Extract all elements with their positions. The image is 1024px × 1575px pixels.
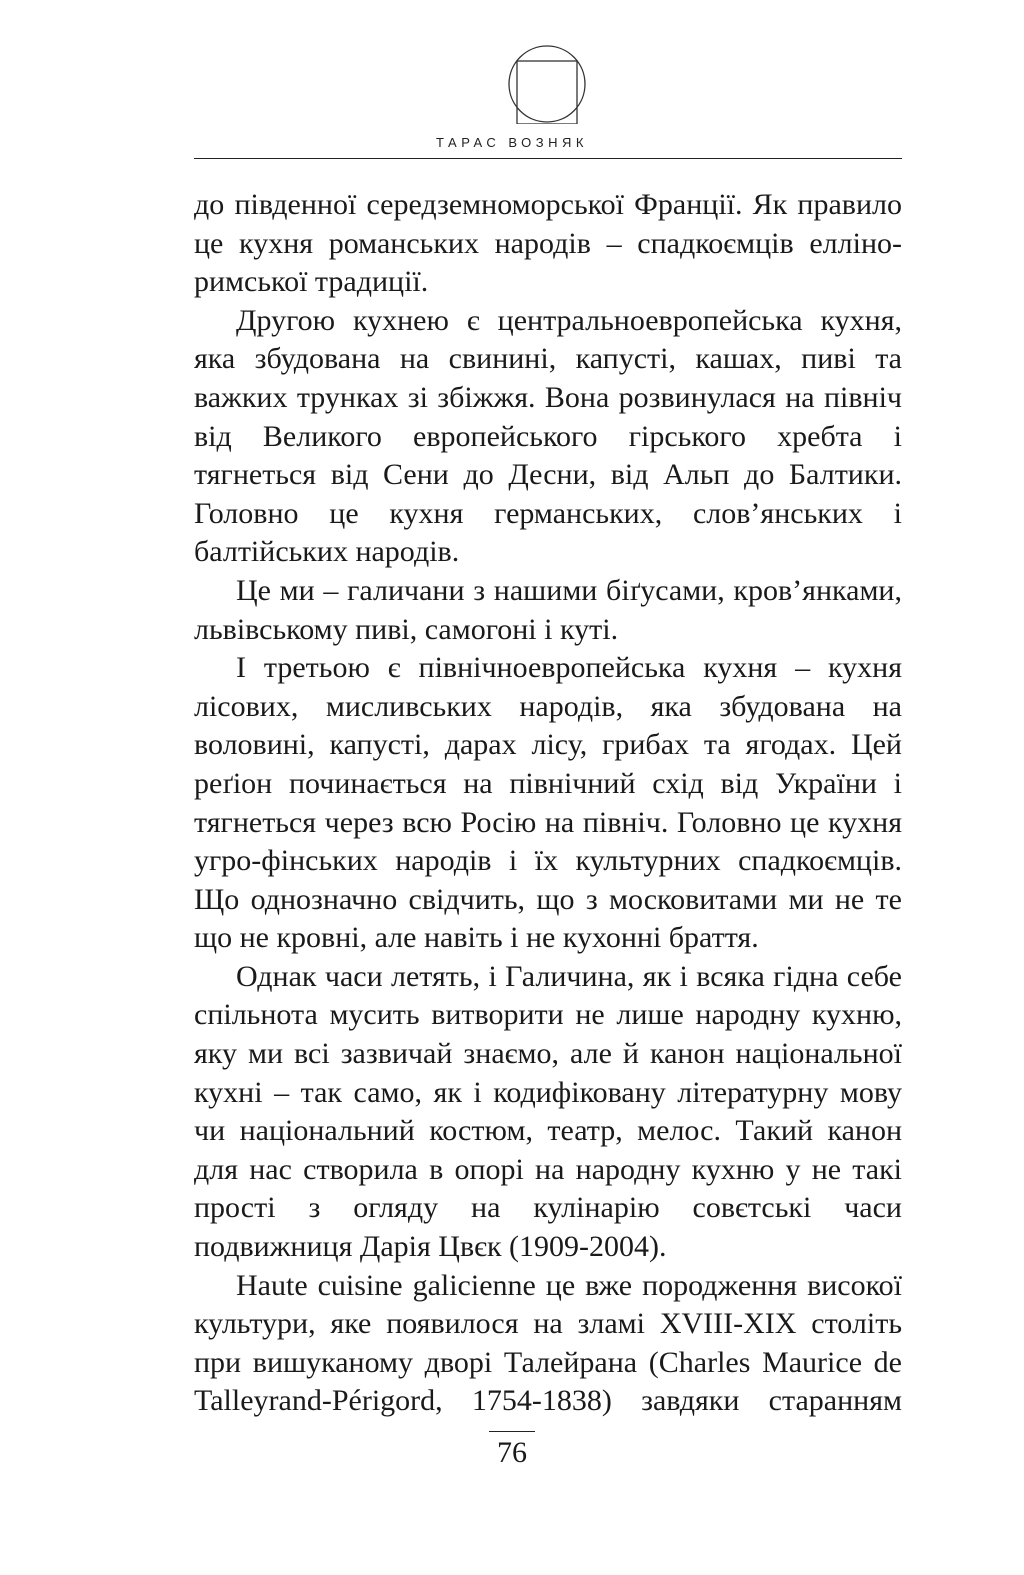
paragraph: до південної середземноморської Франції. Як правило це кухня романських народів – спадкоємців елліно-римської традиції.	[194, 188, 902, 299]
paragraph: І третьою є північноевропейська кухня – кухня лісових, мисливських народів, яка збудована на воловині, капусті, дарах лісу, грибах та ягодах. Цей реґіон починається на північний схід від України і тягнеться через всю Росію на північ. Головно це кухня угро-фінських народів і їх культурних спадкоємців. Що однозначно свідчить, що з московитами ми не те що не кровні, але навіть і не кухонні браття.	[194, 651, 902, 955]
circle-square-logo	[506, 44, 588, 124]
paragraph: Однак часи летять, і Галичина, як і всяка гідна себе спільнота мусить витворити не лише народну кухню, яку ми всі зазвичай знаємо, але й канон національної кухні – так само, як і кодифіковану літературну мову чи національний костюм, театр, мелос. Такий канон для нас створила в опорі на народну кухню у не такі прості з огляду на кулінарію совєтські часи подвижниця Дарія Цвєк (1909-2004).	[194, 959, 902, 1264]
running-head-author: ТАРАС ВОЗНЯК	[436, 135, 588, 150]
body-text	[194, 186, 902, 1421]
page-number: 76	[489, 1431, 535, 1470]
header-rule	[194, 158, 902, 159]
paragraph: Другою кухнею є центральноевропейська кухня, яка збудована на свинині, капусті, кашах, пиві та важких трунках зі збіжжя. Вона розвинулася на північ від Великого европейського гірського хребта і тягнеться від Сени до Десни, від Альп до Балтики. Головно це кухня германських, слов’янських і балтійських народів.	[194, 303, 902, 569]
paragraph: Haute cuisine galicienne це вже породження високої культури, яке появилося на зламі XVIII-XIX століть при вишуканому дворі Талейрана (Charles Maurice de Talleyrand-Périgord, 1754-1838) завдяки старанням	[194, 1268, 902, 1418]
page-footer	[0, 1431, 1024, 1470]
paragraph: Це ми – галичани з нашими біґусами, кров’янками, львівському пиві, самогоні і куті.	[194, 573, 902, 646]
